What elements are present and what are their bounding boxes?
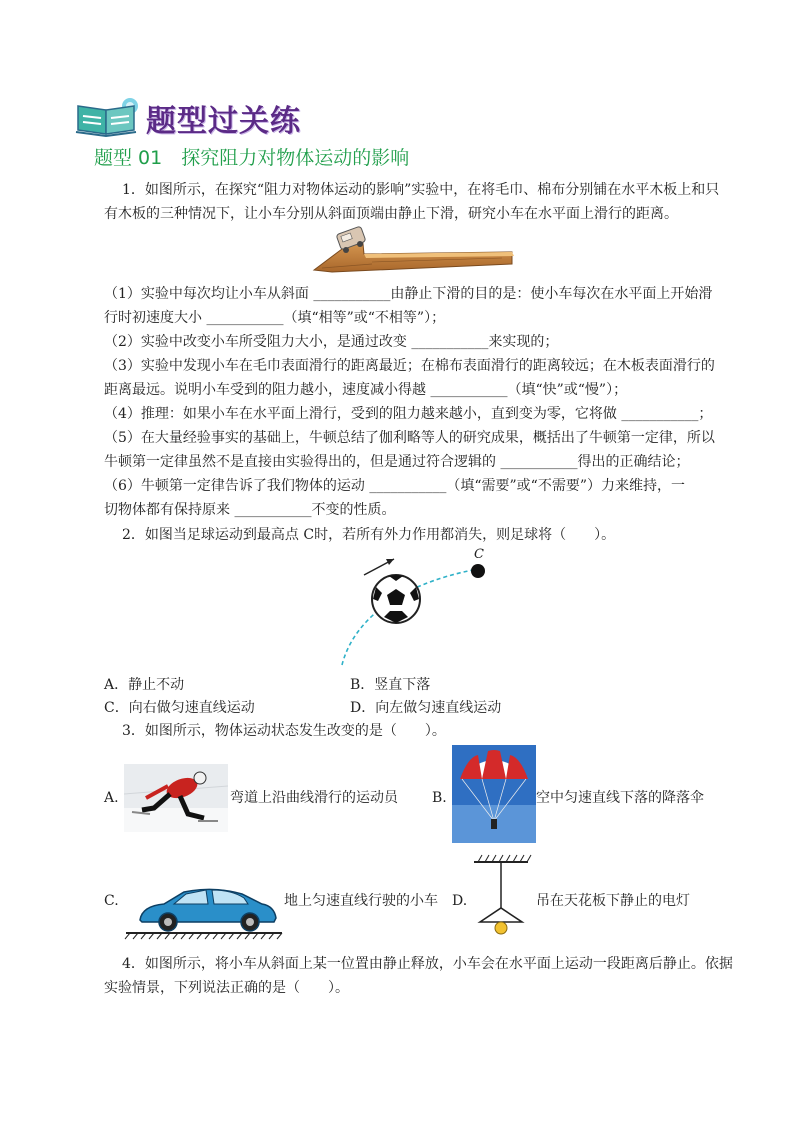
q3-option-a-text[interactable]: 弯道上沿曲线滑行的运动员 — [230, 790, 398, 806]
q1-part1-line2: 行时初速度大小 ___________（填“相等”或“不相等”）； — [104, 310, 446, 326]
q1-part5-line1: （5）在大量经验事实的基础上，牛顿总结了伽利略等人的研究成果，概括出了牛顿第一定律，所以 — [104, 430, 715, 446]
soccer-ball-icon — [372, 575, 420, 623]
q4-stem-line2: 实验情景，下列说法正确的是（ ）。 — [104, 980, 349, 996]
q1-part6-line2: 切物体都有保持原来 ___________不变的性质。 — [104, 502, 396, 518]
q1-part3-line2: 距离最远。说明小车受到的阻力越小，速度减小得越 ___________（填“快”或“慢”）； — [104, 382, 628, 398]
q1-part2: （2）实验中改变小车所受阻力大小，是通过改变 ___________来实现的； — [104, 334, 559, 350]
section-title: 题型 01 探究阻力对物体运动的影响 — [94, 147, 410, 169]
q1-part4: （4）推理：如果小车在水平面上滑行，受到的阻力越来越小，直到变为零，它将做 ___________； — [104, 406, 713, 422]
skater-photo — [124, 764, 228, 832]
q4-stem-line1: 4．如图所示，将小车从斜面上某一位置由静止释放，小车会在水平面上运动一段距离后静止。依据 — [122, 956, 733, 972]
q1-part1-line1: （1）实验中每次均让小车从斜面 ___________由静止下滑的目的是：使小车每次在水平面上开始滑 — [104, 286, 713, 302]
q3-stem: 3．如图所示，物体运动状态发生改变的是（ ）。 — [122, 723, 446, 739]
book-icon — [74, 96, 144, 138]
q3-option-a-letter[interactable]: A. — [104, 790, 119, 806]
q3-option-b-text[interactable]: 空中匀速直线下落的降落伞 — [536, 790, 704, 806]
q3-option-b-letter[interactable]: B. — [432, 790, 447, 806]
q2-option-a[interactable]: A．静止不动 — [104, 677, 185, 693]
q1-part6-line1: （6）牛顿第一定律告诉了我们物体的运动 ___________（填“需要”或“不需要”）力来维持，一 — [104, 478, 685, 494]
soccer-ball-figure — [332, 545, 502, 671]
q3-option-c-letter[interactable]: C. — [104, 893, 119, 909]
q3-option-c-text[interactable]: 地上匀速直线行驶的小车 — [284, 893, 438, 909]
car-illustration — [124, 878, 284, 940]
parachute-photo — [452, 745, 536, 843]
q3-option-d-letter[interactable]: D. — [452, 893, 468, 909]
q1-part5-line2: 牛顿第一定律虽然不是直接由实验得出的，但是通过符合逻辑的 ___________得出的正确结论； — [104, 454, 690, 470]
q2-option-d[interactable]: D．向左做匀速直线运动 — [350, 700, 502, 716]
q2-option-b[interactable]: B．竖直下落 — [350, 677, 431, 693]
hanging-lamp-illustration — [470, 852, 532, 938]
q2-option-c[interactable]: C．向右做匀速直线运动 — [104, 700, 255, 716]
point-c-label: C — [474, 547, 484, 562]
q1-stem-line2: 有木板的三种情况下，让小车分别从斜面顶端由静止下滑，研究小车在水平面上滑行的距离。 — [104, 206, 678, 222]
q2-stem: 2．如图当足球运动到最高点 C时，若所有外力作用都消失，则足球将（ ）。 — [122, 527, 616, 543]
q1-stem-line1: 1．如图所示，在探究“阻力对物体运动的影响”实验中，在将毛巾、棉布分别铺在水平木板上和只 — [122, 182, 720, 198]
banner-title: 题型过关练 — [146, 104, 301, 139]
ramp-cart-illustration — [312, 224, 518, 276]
q1-part3-line1: （3）实验中发现小车在毛巾表面滑行的距离最近；在棉布表面滑行的距离较远；在木板表面滑行的 — [104, 358, 715, 374]
point-c — [471, 564, 485, 578]
q3-option-d-text[interactable]: 吊在天花板下静止的电灯 — [536, 893, 690, 909]
